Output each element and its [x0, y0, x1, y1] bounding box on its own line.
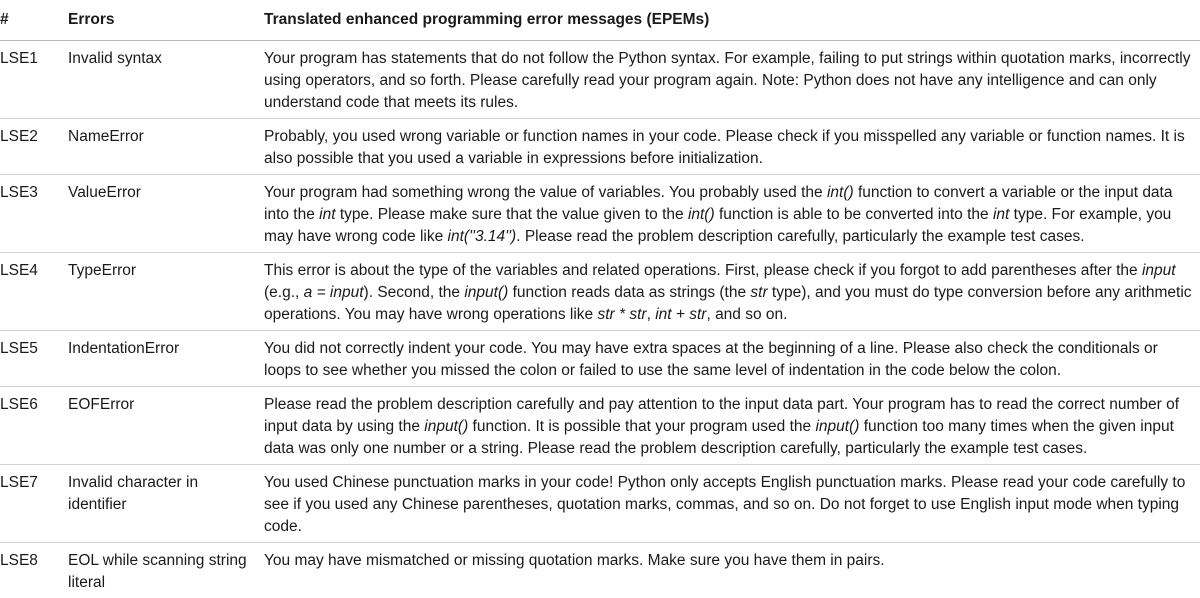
row-error-name: IndentationError	[66, 331, 264, 387]
message-text-segment: Please read the problem description carefully and pay attention to the input data part. Your program has to read the correct number of input data by using the	[264, 396, 1179, 435]
message-code-segment: input	[1142, 262, 1176, 279]
row-message	[264, 465, 1200, 543]
table-row	[0, 387, 1200, 465]
message-text-segment: type. Please make sure that the value given to the	[336, 206, 688, 223]
row-id: LSE3	[0, 175, 66, 253]
message-code-segment: input()	[815, 418, 859, 435]
row-message	[264, 175, 1200, 253]
row-message	[264, 331, 1200, 387]
message-code-segment: int	[993, 206, 1009, 223]
table-row	[0, 41, 1200, 119]
header-messages: Translated enhanced programming error messages (EPEMs)	[264, 0, 1200, 41]
row-error-name: EOFError	[66, 387, 264, 465]
row-error-name: TypeError	[66, 253, 264, 331]
message-text-segment: This error is about the type of the variables and related operations. First, please check if you forgot to add parentheses after the	[264, 262, 1142, 279]
message-text-segment: . Please read the problem description carefully, particularly the example test cases.	[516, 228, 1084, 245]
row-error-name: ValueError	[66, 175, 264, 253]
table-row	[0, 465, 1200, 543]
message-code-segment: input()	[424, 418, 468, 435]
row-error-name: Invalid syntax	[66, 41, 264, 119]
row-id: LSE2	[0, 119, 66, 175]
message-code-segment: str * str	[597, 306, 646, 323]
row-message	[264, 119, 1200, 175]
message-text-segment: You did not correctly indent your code. You may have extra spaces at the beginning of a line. Please also check the conditionals or loops to see whether you missed the colon or failed to use the same level of indentation in the code below the colon.	[264, 340, 1158, 379]
message-text-segment: type), and you must do type conversion before any arithmetic operations. You may have wrong operations like	[264, 284, 1192, 323]
row-message	[264, 543, 1200, 598]
row-id: LSE1	[0, 41, 66, 119]
message-text-segment: ). Second, the	[364, 284, 465, 301]
message-text-segment: , and so on.	[706, 306, 787, 323]
message-text-segment: You used Chinese punctuation marks in your code! Python only accepts English punctuation marks. Please read your code carefully to see if you used any Chinese parentheses, quotation marks, commas, and so on. Do not forget to use English input mode when typing code.	[264, 474, 1185, 535]
header-errors: Errors	[66, 0, 264, 41]
message-text-segment: Your program has statements that do not follow the Python syntax. For example, failing to put strings within quotation marks, incorrectly using operators, and so forth. Please carefully read your program again. Note: Python does not have any intelligence and can only understand code that meets its rules.	[264, 50, 1190, 111]
message-code-segment: a = input	[304, 284, 364, 301]
row-message	[264, 387, 1200, 465]
row-id: LSE4	[0, 253, 66, 331]
header-id: #	[0, 0, 66, 41]
message-code-segment: int	[319, 206, 335, 223]
row-id: LSE7	[0, 465, 66, 543]
message-text-segment: function reads data as strings (the	[508, 284, 750, 301]
row-id: LSE6	[0, 387, 66, 465]
table-row	[0, 253, 1200, 331]
message-code-segment: int()	[688, 206, 715, 223]
message-code-segment: int + str	[655, 306, 706, 323]
row-message	[264, 41, 1200, 119]
table-row	[0, 119, 1200, 175]
message-text-segment: function to convert a variable or the input data into the	[264, 184, 1172, 223]
message-text-segment: function. It is possible that your program used the	[468, 418, 815, 435]
row-error-name: NameError	[66, 119, 264, 175]
row-id: LSE5	[0, 331, 66, 387]
row-error-name: EOL while scanning string literal	[66, 543, 264, 598]
message-text-segment: function is able to be converted into the	[715, 206, 993, 223]
message-text-segment: function too many times when the given input data was only one number or a string. Please read the problem description carefully, particularly the example test cases.	[264, 418, 1174, 457]
message-text-segment: ,	[647, 306, 656, 323]
header-row	[0, 0, 1200, 41]
table-row	[0, 543, 1200, 598]
message-text-segment: Your program had something wrong the value of variables. You probably used the	[264, 184, 827, 201]
message-text-segment: (e.g.,	[264, 284, 304, 301]
message-text-segment: type. For example, you may have wrong code like	[264, 206, 1171, 245]
table-row	[0, 331, 1200, 387]
table-header	[0, 0, 1200, 41]
table-row	[0, 175, 1200, 253]
message-code-segment: int(''3.14'')	[448, 228, 517, 245]
message-code-segment: input()	[464, 284, 508, 301]
message-code-segment: int()	[827, 184, 854, 201]
table-body	[0, 41, 1200, 598]
message-code-segment: str	[750, 284, 767, 301]
message-text-segment: Probably, you used wrong variable or function names in your code. Please check if you misspelled any variable or function names. It is also possible that you used a variable in expressions before initialization.	[264, 128, 1185, 167]
row-error-name: Invalid character in identifier	[66, 465, 264, 543]
message-text-segment: You may have mismatched or missing quotation marks. Make sure you have them in pairs.	[264, 552, 885, 569]
row-message	[264, 253, 1200, 331]
row-id: LSE8	[0, 543, 66, 598]
